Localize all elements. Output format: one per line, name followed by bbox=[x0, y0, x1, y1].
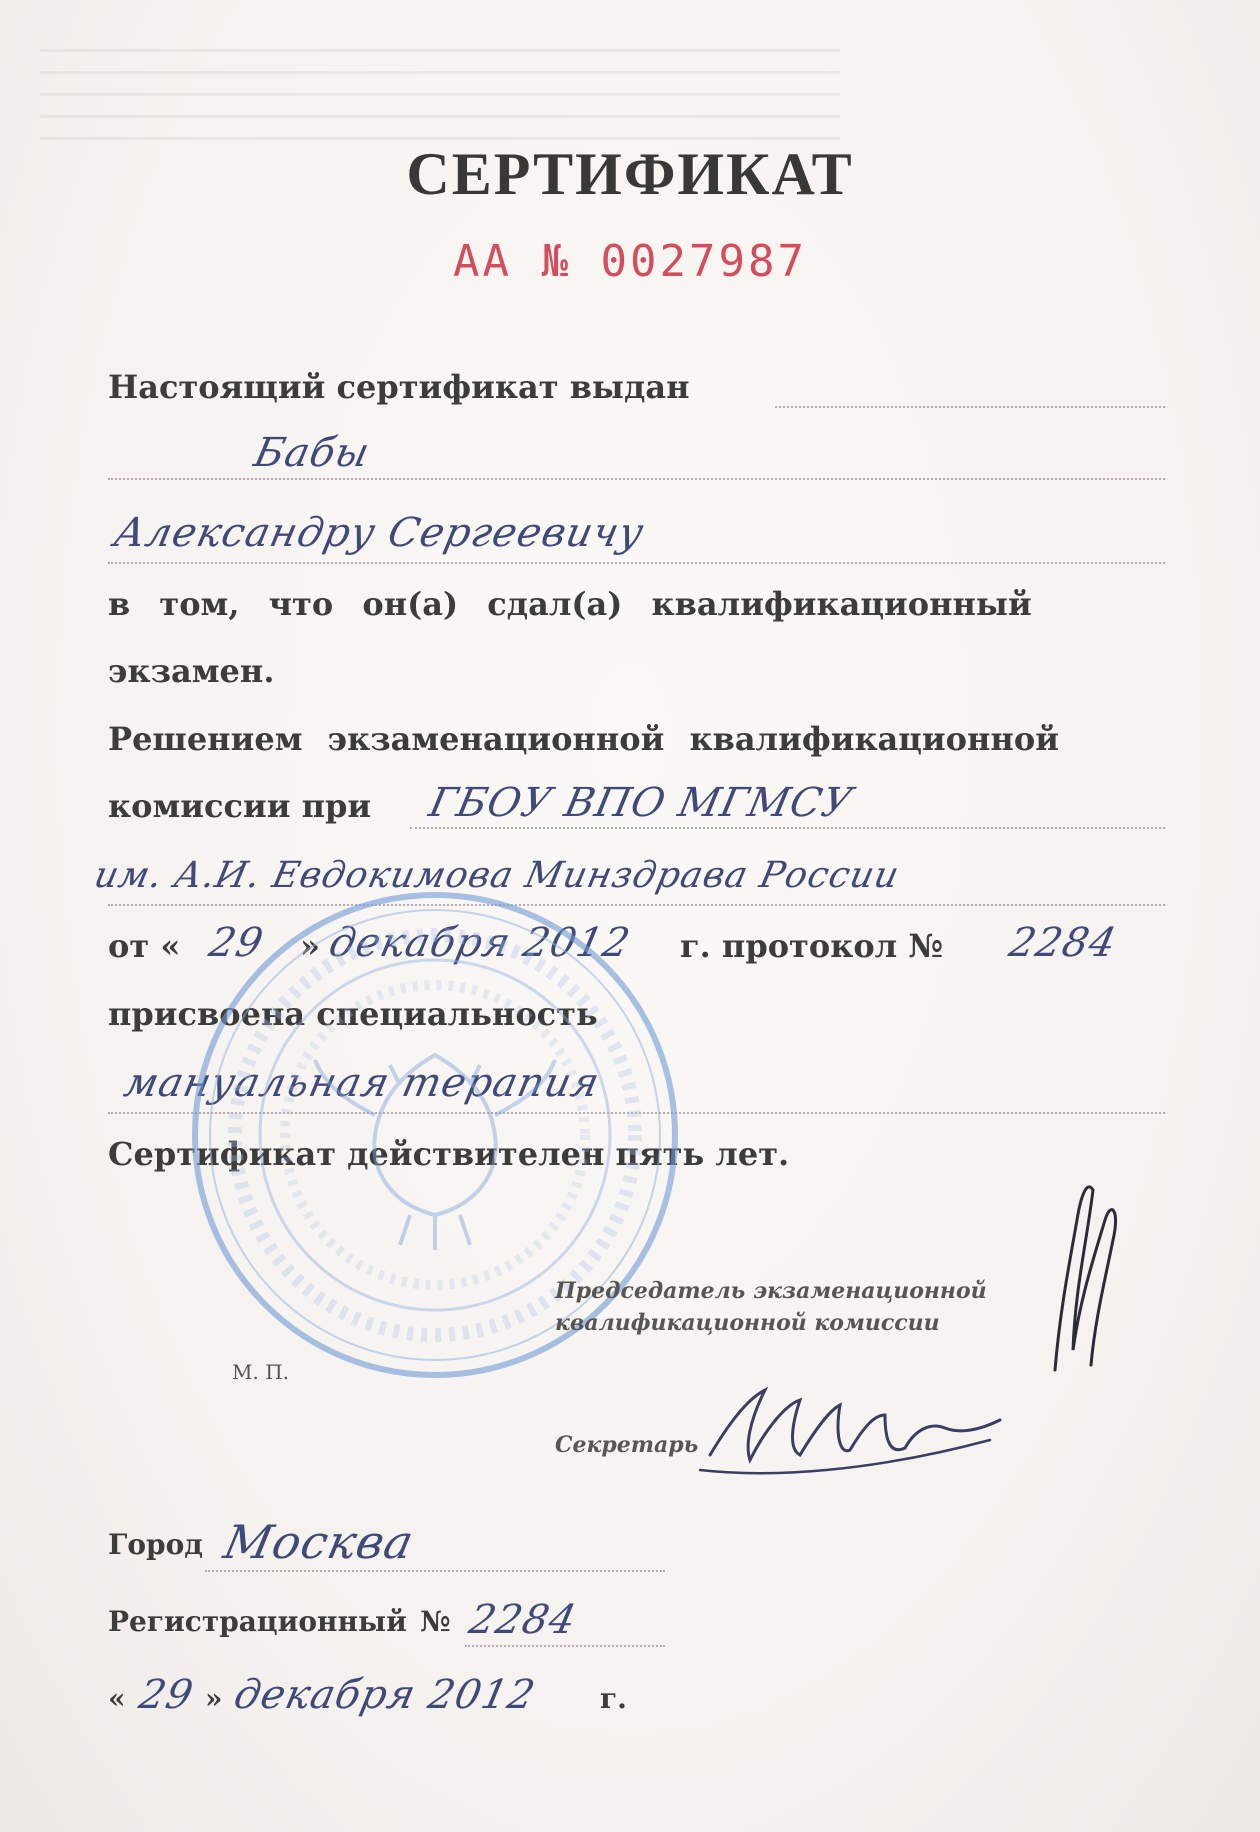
faint-header-texture bbox=[40, 30, 840, 140]
chairman-label-line2: квалификационной комиссии bbox=[555, 1310, 940, 1336]
registration-number-sign: № bbox=[420, 1605, 451, 1638]
recipient-name-patronymic: Александру Сергеевичу bbox=[110, 510, 649, 556]
exam-text-line2: экзамен. bbox=[108, 652, 275, 690]
secretary-signature bbox=[690, 1360, 1020, 1490]
chairman-signature bbox=[1015, 1150, 1135, 1380]
secretary-label: Секретарь bbox=[555, 1432, 699, 1458]
date-close-quote: » bbox=[300, 927, 320, 965]
date-year-suffix: г. протокол № bbox=[680, 927, 944, 965]
reg-date-month-year: декабря 2012 bbox=[230, 1672, 540, 1718]
specialty-label: присвоена специальность bbox=[108, 995, 598, 1033]
registration-number: 2284 bbox=[465, 1597, 581, 1643]
city-value: Москва bbox=[219, 1515, 419, 1569]
date-month-year: декабря 2012 bbox=[325, 920, 635, 966]
reg-date-open-quote: « bbox=[108, 1682, 126, 1715]
dotted-line bbox=[775, 406, 1165, 408]
decision-text-line1: Решением экзаменационной квалификационной bbox=[108, 720, 1059, 758]
commission-label: комиссии при bbox=[108, 787, 372, 825]
certificate-title: СЕРТИФИКАТ bbox=[406, 141, 854, 207]
issued-to-label: Настоящий сертификат выдан bbox=[108, 368, 690, 406]
institution-line2: им. А.И. Евдокимова Минздрава России bbox=[90, 855, 904, 896]
seal-place-label: М. П. bbox=[232, 1360, 289, 1384]
reg-date-day: 29 bbox=[135, 1672, 198, 1718]
institution-line1: ГБОУ ВПО МГМСУ bbox=[425, 780, 857, 826]
validity-text: Сертификат действителен пять лет. bbox=[108, 1135, 790, 1173]
protocol-number: 2284 bbox=[1005, 920, 1121, 966]
dotted-line bbox=[108, 478, 1165, 480]
date-prefix: от « bbox=[108, 927, 181, 965]
dotted-line bbox=[205, 1570, 665, 1572]
specialty-value: мануальная терапия bbox=[120, 1060, 605, 1106]
date-day: 29 bbox=[205, 920, 268, 966]
recipient-surname: Бабы bbox=[250, 430, 375, 476]
certificate-serial: АА № 0027987 bbox=[453, 236, 807, 287]
city-label: Город bbox=[108, 1528, 203, 1561]
chairman-label-line1: Председатель экзаменационной bbox=[555, 1278, 987, 1304]
registration-label: Регистрационный bbox=[108, 1605, 407, 1638]
dotted-line bbox=[108, 562, 1165, 564]
dotted-line bbox=[410, 827, 1165, 829]
reg-date-close-quote: » bbox=[205, 1682, 223, 1715]
exam-text-line1: в том, что он(а) сдал(а) квалификационный bbox=[108, 585, 1032, 623]
reg-date-suffix: г. bbox=[600, 1682, 627, 1715]
dotted-line bbox=[465, 1645, 665, 1647]
